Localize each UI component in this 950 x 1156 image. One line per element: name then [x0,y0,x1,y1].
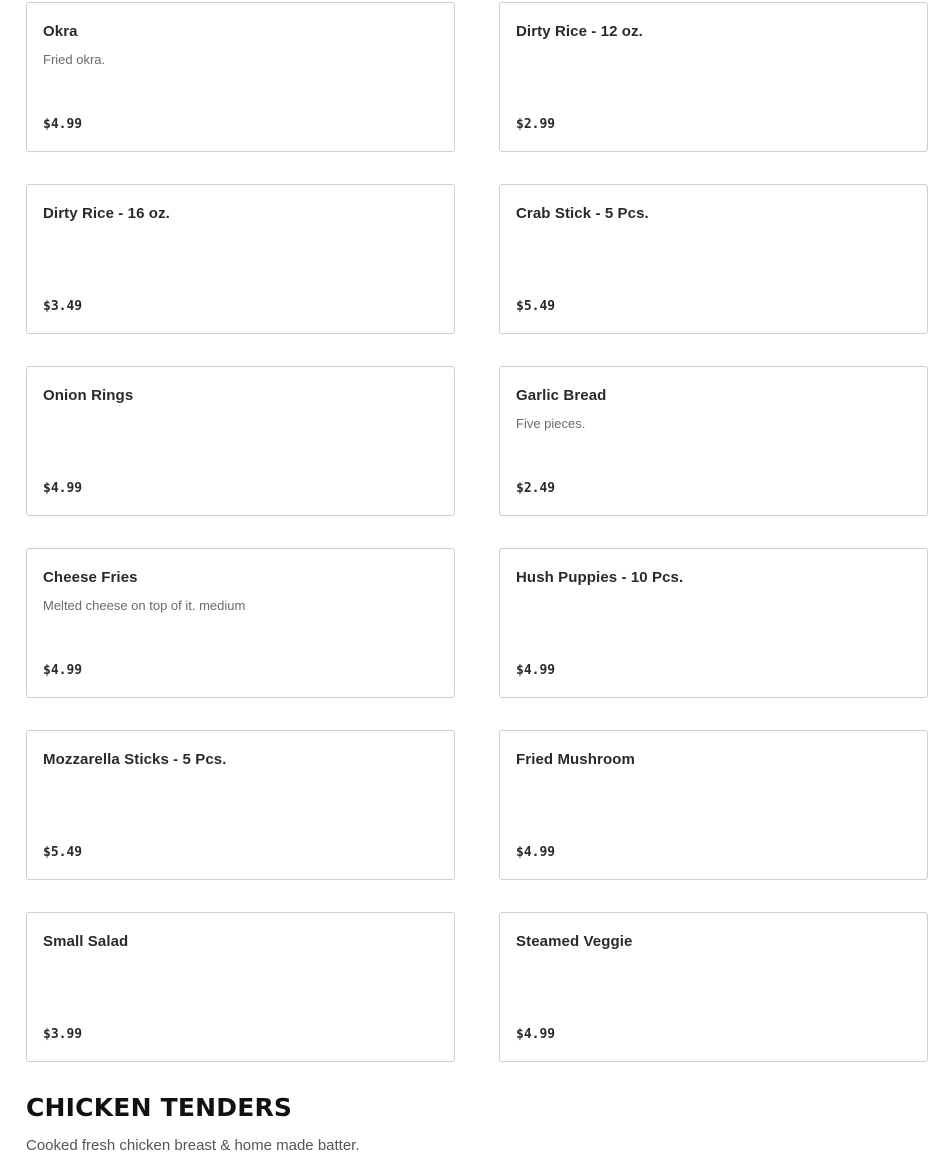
menu-item-price: $4.99 [43,663,83,678]
menu-item-price: $4.99 [516,845,556,860]
menu-item-card[interactable] [499,548,928,698]
menu-item-card[interactable] [499,366,928,516]
menu-item-price: $4.99 [43,481,83,496]
menu-item-price: $4.99 [516,663,556,678]
menu-item-name: Okra [43,23,78,40]
menu-item-description: Five pieces. [516,416,586,431]
menu-item-name: Fried Mushroom [516,751,635,768]
menu-item-price: $2.99 [516,117,556,132]
menu-item-price: $4.99 [43,117,83,132]
menu-item-card[interactable] [26,730,455,880]
menu-item-price: $3.49 [43,299,83,314]
menu-item-name: Dirty Rice - 16 oz. [43,205,170,222]
menu-item-name: Onion Rings [43,387,134,404]
menu-item-price: $3.99 [43,1027,83,1042]
menu-item-name: Steamed Veggie [516,933,633,950]
menu-item-card[interactable] [499,912,928,1062]
menu-item-price: $5.49 [516,299,556,314]
menu-item-price: $5.49 [43,845,83,860]
menu-item-name: Small Salad [43,933,129,950]
menu-item-card[interactable] [26,184,455,334]
menu-item-price: $4.99 [516,1027,556,1042]
menu-item-price: $2.49 [516,481,556,496]
menu-item-name: Hush Puppies - 10 Pcs. [516,569,684,586]
menu-item-card[interactable] [26,2,455,152]
menu-item-name: Mozzarella Sticks - 5 Pcs. [43,751,227,768]
menu-item-name: Garlic Bread [516,387,607,404]
menu-item-card[interactable] [26,548,455,698]
menu-item-description: Melted cheese on top of it. medium [43,598,246,613]
menu-item-card[interactable] [26,912,455,1062]
menu-item-card[interactable] [499,184,928,334]
menu-item-description: Fried okra. [43,52,106,67]
menu-item-name: Cheese Fries [43,569,138,586]
section-title: CHICKEN TENDERS [26,1093,293,1122]
menu-item-name: Dirty Rice - 12 oz. [516,23,643,40]
section-description: Cooked fresh chicken breast & home made batter. [26,1137,360,1154]
menu-item-card[interactable] [499,2,928,152]
menu-item-card[interactable] [499,730,928,880]
menu-item-name: Crab Stick - 5 Pcs. [516,205,649,222]
menu-item-card[interactable] [26,366,455,516]
